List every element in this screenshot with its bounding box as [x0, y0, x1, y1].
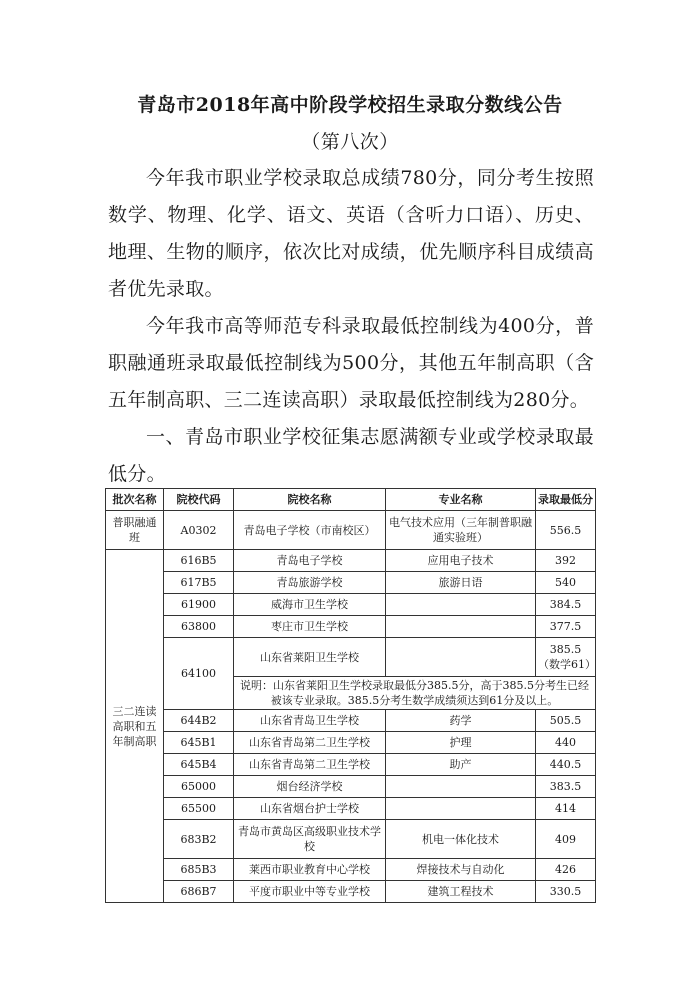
school-cell: 山东省青岛卫生学校: [234, 710, 386, 732]
major-cell: [386, 776, 536, 798]
header-major: 专业名称: [386, 489, 536, 511]
score-cell: 383.5: [536, 776, 596, 798]
school-cell: 山东省青岛第二卫生学校: [234, 754, 386, 776]
batch-cell-vocational: 三二连读高职和五年制高职: [106, 550, 164, 903]
score-cell: 440: [536, 732, 596, 754]
table-row: [106, 594, 596, 616]
code-cell: 617B5: [164, 572, 234, 594]
page-subtitle: （第八次）: [301, 131, 399, 153]
major-cell: 焊接技术与自动化: [386, 859, 536, 881]
table-row: [106, 820, 596, 859]
table-row: [106, 798, 596, 820]
school-cell: 烟台经济学校: [234, 776, 386, 798]
header-batch: 批次名称: [106, 489, 164, 511]
code-cell: 685B3: [164, 859, 234, 881]
score-value: 385.5: [549, 643, 582, 656]
score-cell: 540: [536, 572, 596, 594]
table-header-row: [106, 489, 596, 511]
major-cell: 护理: [386, 732, 536, 754]
admission-score-table: [105, 488, 596, 903]
score-cell: [536, 638, 596, 677]
code-cell: 644B2: [164, 710, 234, 732]
major-cell: 旅游日语: [386, 572, 536, 594]
score-cell: 505.5: [536, 710, 596, 732]
note-cell: 说明：山东省莱阳卫生学校录取最低分385.5分，高于385.5分考生已经被该专业录取。385.5分考生数学成绩须达到61分及以上。: [234, 677, 596, 710]
school-cell: 枣庄市卫生学校: [234, 616, 386, 638]
table-row: [106, 572, 596, 594]
code-cell: 65500: [164, 798, 234, 820]
school-cell: 青岛电子学校: [234, 550, 386, 572]
major-cell: 药学: [386, 710, 536, 732]
header-code: 院校代码: [164, 489, 234, 511]
school-cell: 山东省莱阳卫生学校: [234, 638, 386, 677]
score-note: （数学61）: [538, 658, 596, 671]
score-cell: 414: [536, 798, 596, 820]
score-cell: 384.5: [536, 594, 596, 616]
major-cell: 机电一体化技术: [386, 820, 536, 859]
code-cell: 686B7: [164, 881, 234, 903]
code-cell: 64100: [164, 638, 234, 710]
school-cell: 青岛电子学校（市南校区）: [234, 511, 386, 550]
code-cell: 65000: [164, 776, 234, 798]
table-row: [106, 754, 596, 776]
code-cell: 645B4: [164, 754, 234, 776]
header-score: 录取最低分: [536, 489, 596, 511]
code-cell: A0302: [164, 511, 234, 550]
paragraph-section-heading: 一、青岛市职业学校征集志愿满额专业或学校录取最低分。: [108, 426, 594, 485]
code-cell: 63800: [164, 616, 234, 638]
table-row: [106, 616, 596, 638]
paragraph-total-score: 今年我市职业学校录取总成绩780分，同分考生按照数学、物理、化学、语文、英语（含听力口语）、历史、地理、生物的顺序，依次比对成绩，优先顺序科目成绩高者优先录取。: [108, 167, 594, 300]
code-cell: 61900: [164, 594, 234, 616]
major-cell: 建筑工程技术: [386, 881, 536, 903]
code-cell: 616B5: [164, 550, 234, 572]
school-cell: 山东省烟台护士学校: [234, 798, 386, 820]
table-row: [106, 550, 596, 572]
table-row: [106, 859, 596, 881]
major-cell: 电气技术应用（三年制普职融通实验班）: [386, 511, 536, 550]
code-cell: 683B2: [164, 820, 234, 859]
major-cell: 助产: [386, 754, 536, 776]
code-cell: 645B1: [164, 732, 234, 754]
batch-cell: 普职融通班: [106, 511, 164, 550]
school-cell: 青岛市黄岛区高级职业技术学校: [234, 820, 386, 859]
table-row: [106, 511, 596, 550]
score-cell: 330.5: [536, 881, 596, 903]
major-cell: [386, 616, 536, 638]
school-cell: 威海市卫生学校: [234, 594, 386, 616]
major-cell: [386, 798, 536, 820]
page-title: 青岛市2018年高中阶段学校招生录取分数线公告: [137, 94, 563, 116]
score-cell: 409: [536, 820, 596, 859]
paragraph-control-lines: 今年我市高等师范专科录取最低控制线为400分，普职融通班录取最低控制线为500分，其他五年制高职（含五年制高职、三二连读高职）录取最低控制线为280分。: [108, 315, 594, 411]
score-cell: 426: [536, 859, 596, 881]
table-row: [106, 732, 596, 754]
major-cell: 应用电子技术: [386, 550, 536, 572]
school-cell: 莱西市职业教育中心学校: [234, 859, 386, 881]
header-school: 院校名称: [234, 489, 386, 511]
score-cell: 440.5: [536, 754, 596, 776]
school-cell: 山东省青岛第二卫生学校: [234, 732, 386, 754]
school-cell: 平度市职业中等专业学校: [234, 881, 386, 903]
major-cell: [386, 638, 536, 677]
table-row: [106, 638, 596, 677]
score-cell: 392: [536, 550, 596, 572]
table-row: [106, 881, 596, 903]
score-cell: 556.5: [536, 511, 596, 550]
table-row: [106, 776, 596, 798]
score-cell: 377.5: [536, 616, 596, 638]
major-cell: [386, 594, 536, 616]
school-cell: 青岛旅游学校: [234, 572, 386, 594]
table-row: [106, 710, 596, 732]
